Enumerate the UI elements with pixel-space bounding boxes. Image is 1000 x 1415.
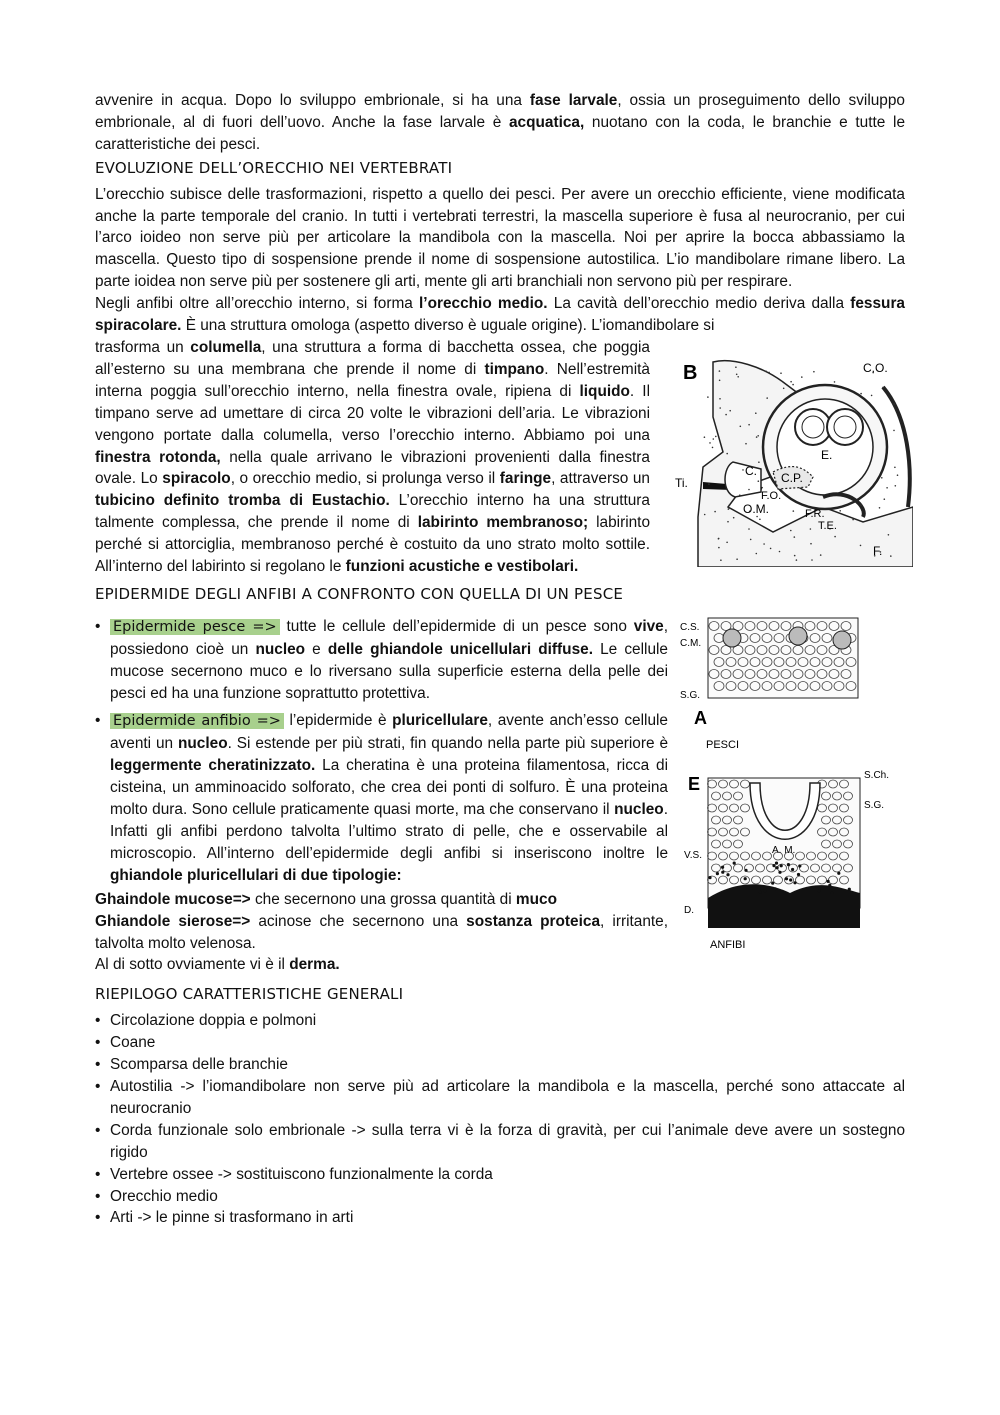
ear-paragraph-1: L’orecchio subisce delle trasformazioni, rispetto a quello dei pesci. Per avere un orecchio efficiente, viene modificata anche la parte temporale del cranio. In tutti i vertebrati terrestri, la mascella superiore è fusa al neurocranio, per cui l’arco ioideo non serve più per articolare la mandibola con la mascella. Noi per aprire la bocca abbassiamo la mascella. Questo tipo di sospensione prende il nome di sospensione autostilica. L’io mandibolare rimane libero. La parte ioidea non serve più per sostenere gli arti, mente gli arti branchiali non servono più per respirare.	[95, 185, 905, 291]
text: avvenire in acqua. Dopo lo sviluppo embrionale, si ha una	[95, 92, 530, 109]
text: È una struttura omologa (aspetto diverso è uguale origine). L’iomandibolare si	[181, 317, 715, 335]
pigment-dot	[759, 891, 762, 894]
pigment-dot	[763, 889, 766, 892]
bold-text: faringe	[499, 470, 552, 488]
stipple-dot	[793, 510, 795, 512]
stipple-dot	[704, 436, 706, 438]
stipple-dot	[758, 461, 760, 463]
text: trasforma un	[95, 338, 191, 356]
bold-text: Ghiandole sierose=>	[95, 912, 251, 930]
stipple-dot	[811, 559, 813, 561]
stipple-dot	[704, 514, 706, 516]
stipple-dot	[888, 534, 890, 536]
stipple-dot	[726, 453, 728, 455]
list-item-amphibian	[95, 710, 668, 886]
text: , attraverso un	[551, 470, 650, 488]
summary-item: • Autostilia -> l’iomandibolare non serve più ad articolare la mandibola e la mascella, perché sono attaccate al neurocranio	[95, 1076, 905, 1120]
stipple-dot	[715, 436, 717, 438]
pigment-dot	[721, 865, 724, 868]
pigment-dot	[771, 881, 774, 884]
stipple-dot	[783, 387, 785, 389]
label-d: D.	[684, 904, 694, 916]
text: L’orecchio interno ha una struttura talmente complessa, che prende il nome di	[95, 492, 650, 532]
pigment-dot	[780, 864, 783, 867]
stipple-dot	[881, 477, 883, 479]
stipple-dot	[790, 530, 792, 532]
stipple-dot	[794, 536, 796, 538]
stipple-dot	[739, 494, 741, 496]
text: La cavità dell’orecchio medio deriva dalla	[547, 295, 851, 313]
text: La cheratina è una proteina filamentosa, ricca di cisteina, un amminoacido solforato, che crea dei ponti di solfuro. È una proteina molto dura. Sono cellule praticamente quasi morte, ma che conservano il	[110, 757, 668, 819]
list-item-fish	[95, 616, 668, 705]
stipple-dot	[893, 403, 895, 405]
highlight-amphibian: Epidermide anfibio =>	[110, 713, 284, 729]
pigment-dot	[827, 880, 830, 883]
label-ti: Ti.	[675, 475, 688, 490]
highlight-fish: Epidermide pesce =>	[110, 619, 280, 635]
label-e: E	[688, 773, 701, 794]
text: , o orecchio medio, si prolunga verso il	[230, 470, 500, 488]
label-cs: C.S.	[680, 621, 700, 633]
stipple-dot	[750, 539, 752, 541]
text: nuotano con la coda, le branchie e tutte le caratteristiche dei pesci.	[95, 113, 906, 153]
stipple-dot	[725, 414, 727, 416]
stipple-dot	[712, 447, 714, 449]
stipple-dot	[737, 376, 739, 378]
bold-text: fase larvale	[529, 92, 618, 109]
stipple-dot	[708, 483, 710, 485]
stipple-dot	[834, 536, 836, 538]
bold-text: ghiandole pluricellulari di due tipologie:	[110, 866, 402, 884]
text: . Il timpano serve ad umettare di circa 20 volte le vibrazioni dell’aria. Le vibrazioni vengono portate dalla columella, verso l’orecchio interno. Abbiamo poi una	[95, 382, 650, 444]
label-sch: S.Ch.	[864, 769, 890, 781]
pigment-dot	[708, 876, 711, 879]
section-heading-skin: EPIDERMIDE DEGLI ANFIBI A CONFRONTO CON QUELLA DI UN PESCE	[95, 584, 624, 603]
stipple-dot	[740, 425, 742, 427]
stipple-dot	[719, 379, 721, 381]
stipple-dot	[729, 504, 731, 506]
bold-text: nucleo	[178, 735, 228, 753]
pigment-dot	[774, 887, 777, 890]
summary-item: • Arti -> le pinne si trasformano in arti	[95, 1207, 905, 1229]
label-sg-amph: S.G.	[864, 799, 885, 811]
stipple-dot	[748, 424, 750, 426]
bold-text: leggermente cheratinizzato.	[110, 757, 316, 775]
stipple-dot	[748, 489, 750, 491]
pigment-dot	[716, 872, 719, 875]
stipple-dot	[720, 559, 722, 561]
fish-skin-drawing	[708, 618, 858, 698]
summary-item: • Corda funzionale solo embrionale -> sulla terra vi è la forza di gravità, per cui l’animale deve avere un sostegno rigido	[95, 1120, 905, 1164]
text: , una struttura a forma di bacchetta ossea, che poggia all’esterno su una membrana che prende il nome di	[95, 338, 650, 378]
label-pesci: PESCI	[706, 738, 740, 751]
stipple-dot	[755, 412, 757, 414]
text: nella quale arrivano le vibrazioni provenienti dalla finestra ovale. Lo	[95, 448, 650, 488]
text: labirinto perché si attorciglia, membranoso perché è costuito da uno strato molto sottile. All’interno del labirinto si regolano le	[95, 514, 651, 576]
stipple-dot	[733, 517, 735, 519]
label-sg-fish: S.G.	[680, 689, 701, 701]
summary-item: • Scomparsa delle branchie	[95, 1054, 905, 1076]
bold-text: finestra rotonda,	[95, 448, 221, 466]
bold-text: Ghaindole mucose=>	[95, 890, 251, 908]
stipple-dot	[729, 507, 731, 509]
stipple-dot	[890, 555, 892, 557]
pigment-dot	[797, 873, 800, 876]
label-e: E.	[821, 447, 833, 462]
pigment-dot	[785, 877, 788, 880]
stipple-dot	[742, 469, 744, 471]
stipple-dot	[766, 397, 768, 399]
derma-line	[95, 954, 668, 976]
text: , possiedono cioè un	[110, 617, 669, 658]
bold-text: vive	[633, 617, 664, 635]
ear-paragraph-3	[95, 337, 650, 578]
stipple-dot	[759, 518, 761, 520]
bold-text: sostanza proteica	[466, 912, 601, 930]
stipple-dot	[736, 558, 738, 560]
stipple-dot	[796, 559, 798, 561]
text: , ossia un proseguimento dello sviluppo embrionale, al di fuori dell’uovo. Anche la fase larvale è	[95, 92, 905, 131]
text: . Nell’estremità interna poggia sull’orecchio interno, nella finestra ovale, ripiena di	[95, 360, 650, 400]
stipple-dot	[756, 436, 758, 438]
ear-diagram	[673, 357, 913, 567]
summary-list	[95, 1010, 905, 1229]
bold-text: fessura spiracolare.	[95, 295, 905, 335]
pigment-dot	[726, 873, 729, 876]
stipple-dot	[728, 508, 730, 510]
bold-text: nucleo	[255, 640, 306, 658]
stipple-dot	[735, 366, 737, 368]
amphibian-text	[110, 712, 668, 883]
stipple-dot	[860, 393, 862, 395]
pigment-dot	[818, 889, 821, 892]
stipple-dot	[860, 504, 862, 506]
label-vs: V.S.	[684, 849, 702, 861]
stipple-dot	[820, 554, 822, 556]
bold-text: columella	[190, 338, 262, 356]
bold-text: liquido	[579, 382, 630, 400]
pigment-dot	[775, 861, 778, 864]
bold-text: muco	[515, 890, 557, 908]
pigment-dot	[791, 868, 794, 871]
pigment-dot	[837, 872, 840, 875]
stipple-dot	[779, 551, 781, 553]
label-co: C.O.	[863, 360, 888, 375]
stipple-dot	[719, 407, 721, 409]
summary-item: • Vertebre ossee -> sostituiscono funzionalmente la corda	[95, 1164, 905, 1186]
ear-section	[95, 184, 905, 578]
label-om: O.M.	[743, 501, 769, 516]
stipple-dot	[729, 410, 731, 412]
pigment-dot	[789, 878, 792, 881]
pigment-dot	[744, 869, 747, 872]
text: , irritante, talvolta molto velenosa.	[95, 912, 668, 952]
bold-text: timpano	[484, 360, 545, 378]
stipple-dot	[884, 498, 886, 500]
bold-text: labirinto membranoso;	[417, 514, 589, 532]
bold-text: funzioni acustiche e vestibolari.	[345, 558, 579, 576]
summary-item: • Coane	[95, 1032, 905, 1054]
stipple-dot	[810, 543, 812, 545]
text: . Si estende per più strati, fin quando nella parte più superiore è	[227, 735, 669, 753]
figure-letter-b: B	[683, 361, 698, 384]
stipple-dot	[758, 480, 760, 482]
stipple-dot	[801, 376, 803, 378]
mucose-line	[95, 889, 668, 911]
ear-paragraph-2	[95, 293, 905, 337]
pigment-dot	[772, 864, 775, 867]
bold-text: spiracolo	[162, 470, 231, 488]
stipple-dot	[719, 398, 721, 400]
text: , avente anch’esso cellule aventi un	[110, 712, 668, 753]
stipple-dot	[727, 521, 729, 523]
stipple-dot	[726, 541, 728, 543]
pigment-dot	[793, 881, 796, 884]
summary-item: • Circolazione doppia e polmoni	[95, 1010, 905, 1032]
bold-text: l’orecchio medio.	[419, 295, 548, 313]
intro-paragraph	[95, 90, 905, 156]
text: . Infatti gli anfibi perdono talvolta l’ultimo strato di pelle, che e osservabile al microscopio. All’interno dell’epidermide degli anfibi si inseriscono inoltre le	[110, 801, 668, 862]
section-heading-ear: EVOLUZIONE DELL’ORECCHIO NEI VERTEBRATI	[95, 158, 453, 177]
pigment-dot	[798, 864, 801, 867]
stipple-dot	[897, 474, 899, 476]
bold-text: delle ghiandole unicellulari diffuse.	[327, 640, 593, 658]
stipple-dot	[757, 435, 759, 437]
stipple-dot	[839, 510, 841, 512]
pigment-dot	[721, 870, 724, 873]
pigment-dot	[848, 887, 851, 890]
stipple-dot	[894, 466, 896, 468]
label-cm: C.M.	[680, 637, 702, 649]
bold-text: derma.	[289, 956, 340, 974]
pigment-dot	[830, 891, 833, 894]
stipple-dot	[879, 507, 881, 509]
text: Le cellule mucose secernono muco e lo riversano sulla superficie esterna della pelle dei pesci ed ha una funzione soprattutto protettiva.	[110, 640, 668, 702]
pigment-dot	[778, 871, 781, 874]
stipple-dot	[713, 438, 715, 440]
stipple-dot	[780, 372, 782, 374]
stipple-dot	[810, 528, 812, 530]
skin-diagram	[680, 608, 910, 958]
skin-list	[95, 616, 668, 887]
label-a: A	[694, 707, 707, 728]
stipple-dot	[852, 519, 854, 521]
label-fo: F.O.	[761, 489, 782, 502]
stipple-dot	[709, 442, 711, 444]
pigment-dot	[744, 877, 747, 880]
stipple-dot	[834, 381, 836, 383]
bold-text: tubicino definito tromba di Eustachio.	[95, 492, 390, 510]
stipple-dot	[882, 387, 884, 389]
bold-text: nucleo	[614, 801, 664, 819]
stipple-dot	[768, 372, 770, 374]
stipple-dot	[718, 538, 720, 540]
text: l’epidermide è	[283, 712, 393, 730]
stipple-dot	[893, 430, 895, 432]
stipple-dot	[790, 381, 792, 383]
bold-text: pluricellulare	[392, 712, 488, 730]
stipple-dot	[770, 548, 772, 550]
stipple-dot	[736, 373, 738, 375]
text: acinose che secernono una	[250, 912, 467, 930]
text: Al di sotto ovviamente vi è il	[95, 956, 290, 974]
text: e	[305, 640, 328, 658]
label-am: A. M.	[772, 844, 796, 856]
stipple-dot	[794, 555, 796, 557]
pigment-dot	[776, 866, 779, 869]
text: Negli anfibi oltre all’orecchio interno, si forma	[95, 295, 420, 313]
stipple-dot	[886, 487, 888, 489]
stipple-dot	[763, 543, 765, 545]
label-f: F.	[873, 543, 883, 558]
stipple-dot	[745, 443, 747, 445]
stipple-dot	[719, 370, 721, 372]
summary-item: • Orecchio medio	[95, 1186, 905, 1208]
label-fr: F.R.	[805, 507, 825, 520]
bold-text: acquatica,	[508, 113, 585, 131]
stipple-dot	[756, 553, 758, 555]
label-c: C.	[745, 463, 757, 478]
stipple-dot	[860, 545, 862, 547]
label-te: T.E.	[818, 519, 837, 532]
label-anfibi: ANFIBI	[710, 938, 746, 951]
stipple-dot	[871, 395, 873, 397]
stipple-dot	[895, 485, 897, 487]
stipple-dot	[748, 528, 750, 530]
section-heading-summary: RIEPILOGO CARATTERISTICHE GENERALI	[95, 985, 404, 1004]
pigment-dot	[733, 861, 736, 864]
stipple-dot	[707, 396, 709, 398]
skin-section	[95, 616, 905, 977]
pigment-dot	[787, 863, 790, 866]
pigment-dot	[828, 884, 831, 887]
text: che secernono una grossa quantità di	[250, 890, 516, 908]
text: tutte le cellule dell’epidermide di un pesce sono	[279, 617, 634, 635]
stipple-dot	[718, 547, 720, 549]
label-cp: C.P.	[781, 470, 803, 485]
stipple-dot	[714, 511, 716, 513]
document-page	[95, 90, 905, 1229]
stipple-dot	[792, 384, 794, 386]
stipple-dot	[813, 371, 815, 373]
stipple-dot	[765, 370, 767, 372]
sierose-line	[95, 911, 668, 955]
